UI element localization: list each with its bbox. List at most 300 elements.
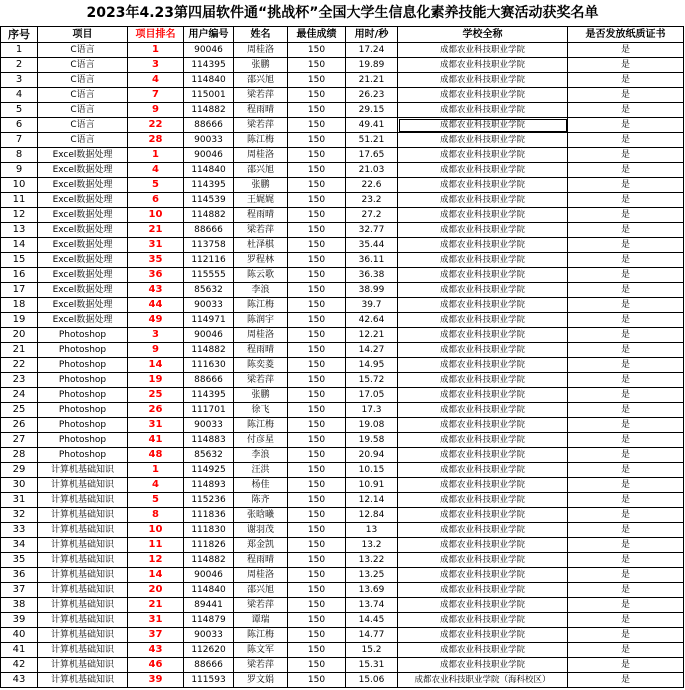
cell-rank[interactable]: 10 [128, 523, 184, 538]
cell-score[interactable]: 150 [288, 553, 346, 568]
cell-time[interactable]: 22.6 [346, 178, 398, 193]
cell-name[interactable]: 谭瑞 [234, 613, 288, 628]
cell-rank[interactable]: 5 [128, 178, 184, 193]
cell-name[interactable]: 陈江梅 [234, 418, 288, 433]
cell-certificate[interactable]: 是 [568, 418, 684, 433]
cell-seq[interactable]: 26 [1, 418, 38, 433]
cell-name[interactable]: 李浪 [234, 283, 288, 298]
cell-certificate[interactable]: 是 [568, 133, 684, 148]
cell-project[interactable]: Photoshop [38, 358, 128, 373]
cell-rank[interactable]: 3 [128, 328, 184, 343]
cell-time[interactable]: 35.44 [346, 238, 398, 253]
cell-time[interactable]: 17.05 [346, 388, 398, 403]
cell-school[interactable]: 成都农业科技职业学院 [398, 313, 568, 328]
cell-project[interactable]: Excel数据处理 [38, 193, 128, 208]
cell-seq[interactable]: 21 [1, 343, 38, 358]
cell-project[interactable]: Excel数据处理 [38, 223, 128, 238]
header-user-id[interactable]: 用户编号 [184, 27, 234, 43]
cell-certificate[interactable]: 是 [568, 613, 684, 628]
cell-project[interactable]: Excel数据处理 [38, 283, 128, 298]
cell-time[interactable]: 19.89 [346, 58, 398, 73]
cell-score[interactable]: 150 [288, 538, 346, 553]
cell-seq[interactable]: 4 [1, 88, 38, 103]
cell-school[interactable]: 成都农业科技职业学院 [398, 568, 568, 583]
cell-school[interactable]: 成都农业科技职业学院 [398, 193, 568, 208]
cell-project[interactable]: Photoshop [38, 343, 128, 358]
cell-rank[interactable]: 6 [128, 193, 184, 208]
cell-certificate[interactable]: 是 [568, 268, 684, 283]
cell-rank[interactable]: 7 [128, 88, 184, 103]
cell-user-id[interactable]: 115555 [184, 268, 234, 283]
cell-seq[interactable]: 19 [1, 313, 38, 328]
cell-time[interactable]: 12.84 [346, 508, 398, 523]
cell-rank[interactable]: 4 [128, 163, 184, 178]
cell-project[interactable]: 计算机基础知识 [38, 568, 128, 583]
cell-rank[interactable]: 22 [128, 118, 184, 133]
cell-time[interactable]: 17.24 [346, 43, 398, 58]
cell-seq[interactable]: 35 [1, 553, 38, 568]
cell-rank[interactable]: 9 [128, 103, 184, 118]
cell-certificate[interactable]: 是 [568, 493, 684, 508]
cell-certificate[interactable]: 是 [568, 403, 684, 418]
cell-name[interactable]: 梁若萍 [234, 223, 288, 238]
cell-name[interactable]: 付彦星 [234, 433, 288, 448]
cell-user-id[interactable]: 85632 [184, 448, 234, 463]
header-seq[interactable]: 序号 [1, 27, 38, 43]
cell-project[interactable]: 计算机基础知识 [38, 538, 128, 553]
cell-name[interactable]: 程雨晴 [234, 208, 288, 223]
cell-name[interactable]: 汪洪 [234, 463, 288, 478]
cell-project[interactable]: Excel数据处理 [38, 178, 128, 193]
cell-project[interactable]: Photoshop [38, 373, 128, 388]
cell-certificate[interactable]: 是 [568, 328, 684, 343]
cell-project[interactable]: C语言 [38, 88, 128, 103]
cell-user-id[interactable]: 90033 [184, 133, 234, 148]
cell-name[interactable]: 郑金凯 [234, 538, 288, 553]
cell-rank[interactable]: 8 [128, 508, 184, 523]
cell-time[interactable]: 13.69 [346, 583, 398, 598]
cell-name[interactable]: 程雨晴 [234, 103, 288, 118]
cell-project[interactable]: Excel数据处理 [38, 313, 128, 328]
cell-time[interactable]: 49.41 [346, 118, 398, 133]
cell-name[interactable]: 张晗曦 [234, 508, 288, 523]
cell-name[interactable]: 程雨晴 [234, 553, 288, 568]
cell-score[interactable]: 150 [288, 448, 346, 463]
cell-name[interactable]: 梁若萍 [234, 373, 288, 388]
cell-time[interactable]: 20.94 [346, 448, 398, 463]
cell-rank[interactable]: 14 [128, 358, 184, 373]
cell-school[interactable]: 成都农业科技职业学院 [398, 223, 568, 238]
cell-time[interactable]: 13.2 [346, 538, 398, 553]
cell-user-id[interactable]: 114882 [184, 343, 234, 358]
cell-time[interactable]: 38.99 [346, 283, 398, 298]
cell-score[interactable]: 150 [288, 568, 346, 583]
cell-school[interactable]: 成都农业科技职业学院 [398, 643, 568, 658]
cell-score[interactable]: 150 [288, 163, 346, 178]
cell-time[interactable]: 13.22 [346, 553, 398, 568]
cell-seq[interactable]: 41 [1, 643, 38, 658]
cell-seq[interactable]: 6 [1, 118, 38, 133]
cell-seq[interactable]: 18 [1, 298, 38, 313]
cell-user-id[interactable]: 111701 [184, 403, 234, 418]
cell-score[interactable]: 150 [288, 118, 346, 133]
cell-time[interactable]: 36.38 [346, 268, 398, 283]
cell-seq[interactable]: 33 [1, 523, 38, 538]
cell-name[interactable]: 陈云歌 [234, 268, 288, 283]
cell-user-id[interactable]: 112620 [184, 643, 234, 658]
cell-certificate[interactable]: 是 [568, 478, 684, 493]
cell-rank[interactable]: 21 [128, 223, 184, 238]
cell-school[interactable]: 成都农业科技职业学院 [398, 298, 568, 313]
cell-time[interactable]: 19.08 [346, 418, 398, 433]
cell-certificate[interactable]: 是 [568, 433, 684, 448]
cell-time[interactable]: 23.2 [346, 193, 398, 208]
cell-rank[interactable]: 39 [128, 673, 184, 688]
cell-project[interactable]: Excel数据处理 [38, 298, 128, 313]
cell-name[interactable]: 陈文军 [234, 643, 288, 658]
cell-rank[interactable]: 5 [128, 493, 184, 508]
cell-rank[interactable]: 31 [128, 613, 184, 628]
cell-seq[interactable]: 2 [1, 58, 38, 73]
cell-rank[interactable]: 36 [128, 268, 184, 283]
cell-school[interactable]: 成都农业科技职业学院 [398, 163, 568, 178]
cell-certificate[interactable]: 是 [568, 103, 684, 118]
cell-user-id[interactable]: 85632 [184, 283, 234, 298]
header-project[interactable]: 项目 [38, 27, 128, 43]
cell-seq[interactable]: 36 [1, 568, 38, 583]
cell-seq[interactable]: 15 [1, 253, 38, 268]
cell-score[interactable]: 150 [288, 103, 346, 118]
cell-project[interactable]: 计算机基础知识 [38, 463, 128, 478]
cell-rank[interactable]: 48 [128, 448, 184, 463]
cell-name[interactable]: 陈润宇 [234, 313, 288, 328]
cell-seq[interactable]: 8 [1, 148, 38, 163]
cell-school[interactable]: 成都农业科技职业学院 [398, 628, 568, 643]
cell-name[interactable]: 陈齐 [234, 493, 288, 508]
cell-time[interactable]: 14.27 [346, 343, 398, 358]
cell-time[interactable]: 32.77 [346, 223, 398, 238]
cell-score[interactable]: 150 [288, 598, 346, 613]
cell-rank[interactable]: 49 [128, 313, 184, 328]
cell-school[interactable]: 成都农业科技职业学院 [398, 388, 568, 403]
cell-school[interactable]: 成都农业科技职业学院 [398, 178, 568, 193]
cell-user-id[interactable]: 90033 [184, 628, 234, 643]
cell-user-id[interactable]: 114539 [184, 193, 234, 208]
cell-school[interactable]: 成都农业科技职业学院 [398, 73, 568, 88]
cell-project[interactable]: Excel数据处理 [38, 148, 128, 163]
cell-time[interactable]: 17.3 [346, 403, 398, 418]
cell-seq[interactable]: 17 [1, 283, 38, 298]
cell-school[interactable]: 成都农业科技职业学院 [398, 613, 568, 628]
cell-user-id[interactable]: 89441 [184, 598, 234, 613]
cell-name[interactable]: 邵兴旭 [234, 583, 288, 598]
cell-school[interactable]: 成都农业科技职业学院 [398, 598, 568, 613]
cell-school[interactable]: 成都农业科技职业学院 [398, 658, 568, 673]
header-score[interactable]: 最佳成绩 [288, 27, 346, 43]
cell-name[interactable]: 程雨晴 [234, 343, 288, 358]
cell-user-id[interactable]: 111630 [184, 358, 234, 373]
cell-name[interactable]: 张鹏 [234, 388, 288, 403]
cell-school[interactable]: 成都农业科技职业学院 [398, 238, 568, 253]
cell-user-id[interactable]: 114840 [184, 163, 234, 178]
cell-time[interactable]: 14.77 [346, 628, 398, 643]
cell-user-id[interactable]: 88666 [184, 223, 234, 238]
cell-rank[interactable]: 19 [128, 373, 184, 388]
cell-user-id[interactable]: 115001 [184, 88, 234, 103]
cell-certificate[interactable]: 是 [568, 553, 684, 568]
cell-seq[interactable]: 5 [1, 103, 38, 118]
cell-user-id[interactable]: 114882 [184, 208, 234, 223]
cell-score[interactable]: 150 [288, 673, 346, 688]
cell-school[interactable]: 成都农业科技职业学院 [398, 463, 568, 478]
cell-project[interactable]: C语言 [38, 73, 128, 88]
cell-score[interactable]: 150 [288, 223, 346, 238]
cell-name[interactable]: 陈江梅 [234, 298, 288, 313]
cell-rank[interactable]: 43 [128, 283, 184, 298]
cell-rank[interactable]: 10 [128, 208, 184, 223]
cell-certificate[interactable]: 是 [568, 358, 684, 373]
cell-time[interactable]: 15.72 [346, 373, 398, 388]
cell-seq[interactable]: 32 [1, 508, 38, 523]
cell-score[interactable]: 150 [288, 628, 346, 643]
cell-time[interactable]: 26.23 [346, 88, 398, 103]
cell-project[interactable]: C语言 [38, 58, 128, 73]
cell-rank[interactable]: 9 [128, 343, 184, 358]
cell-time[interactable]: 13 [346, 523, 398, 538]
cell-project[interactable]: 计算机基础知识 [38, 508, 128, 523]
cell-name[interactable]: 梁若萍 [234, 658, 288, 673]
cell-time[interactable]: 14.45 [346, 613, 398, 628]
cell-project[interactable]: Photoshop [38, 403, 128, 418]
cell-certificate[interactable]: 是 [568, 118, 684, 133]
cell-score[interactable]: 150 [288, 658, 346, 673]
cell-rank[interactable]: 31 [128, 238, 184, 253]
cell-user-id[interactable]: 114840 [184, 73, 234, 88]
cell-school[interactable]: 成都农业科技职业学院 [398, 58, 568, 73]
cell-user-id[interactable]: 114971 [184, 313, 234, 328]
cell-school[interactable]: 成都农业科技职业学院 [398, 43, 568, 58]
cell-certificate[interactable]: 是 [568, 643, 684, 658]
cell-score[interactable]: 150 [288, 253, 346, 268]
cell-score[interactable]: 150 [288, 508, 346, 523]
cell-name[interactable]: 张鹏 [234, 58, 288, 73]
cell-project[interactable]: Excel数据处理 [38, 208, 128, 223]
cell-score[interactable]: 150 [288, 268, 346, 283]
cell-project[interactable]: 计算机基础知识 [38, 658, 128, 673]
cell-seq[interactable]: 14 [1, 238, 38, 253]
cell-score[interactable]: 150 [288, 313, 346, 328]
cell-time[interactable]: 42.64 [346, 313, 398, 328]
cell-project[interactable]: Excel数据处理 [38, 238, 128, 253]
cell-seq[interactable]: 7 [1, 133, 38, 148]
cell-school[interactable]: 成都农业科技职业学院 [398, 433, 568, 448]
header-name[interactable]: 姓名 [234, 27, 288, 43]
cell-user-id[interactable]: 114395 [184, 178, 234, 193]
cell-certificate[interactable]: 是 [568, 163, 684, 178]
cell-school[interactable]: 成都农业科技职业学院 [398, 448, 568, 463]
cell-certificate[interactable]: 是 [568, 208, 684, 223]
cell-project[interactable]: 计算机基础知识 [38, 673, 128, 688]
cell-time[interactable]: 36.11 [346, 253, 398, 268]
cell-certificate[interactable]: 是 [568, 193, 684, 208]
cell-seq[interactable]: 30 [1, 478, 38, 493]
cell-school[interactable]: 成都农业科技职业学院 [398, 148, 568, 163]
cell-certificate[interactable]: 是 [568, 238, 684, 253]
cell-rank[interactable]: 41 [128, 433, 184, 448]
cell-certificate[interactable]: 是 [568, 583, 684, 598]
cell-name[interactable]: 周桂洛 [234, 328, 288, 343]
cell-certificate[interactable]: 是 [568, 673, 684, 688]
cell-time[interactable]: 13.74 [346, 598, 398, 613]
cell-rank[interactable]: 1 [128, 463, 184, 478]
cell-seq[interactable]: 24 [1, 388, 38, 403]
cell-user-id[interactable]: 111830 [184, 523, 234, 538]
cell-certificate[interactable]: 是 [568, 298, 684, 313]
cell-seq[interactable]: 22 [1, 358, 38, 373]
cell-name[interactable]: 谢羽茂 [234, 523, 288, 538]
cell-time[interactable]: 17.65 [346, 148, 398, 163]
cell-certificate[interactable]: 是 [568, 598, 684, 613]
cell-user-id[interactable]: 90033 [184, 298, 234, 313]
header-time[interactable]: 用时/秒 [346, 27, 398, 43]
cell-certificate[interactable]: 是 [568, 628, 684, 643]
cell-project[interactable]: 计算机基础知识 [38, 583, 128, 598]
cell-certificate[interactable]: 是 [568, 178, 684, 193]
cell-time[interactable]: 21.21 [346, 73, 398, 88]
cell-project[interactable]: Excel数据处理 [38, 268, 128, 283]
cell-time[interactable]: 51.21 [346, 133, 398, 148]
cell-seq[interactable]: 1 [1, 43, 38, 58]
cell-school[interactable]: 成都农业科技职业学院 [398, 478, 568, 493]
cell-project[interactable]: C语言 [38, 43, 128, 58]
cell-time[interactable]: 12.21 [346, 328, 398, 343]
cell-name[interactable]: 张鹏 [234, 178, 288, 193]
cell-name[interactable]: 陈江梅 [234, 133, 288, 148]
cell-project[interactable]: 计算机基础知识 [38, 478, 128, 493]
cell-rank[interactable]: 20 [128, 583, 184, 598]
cell-certificate[interactable]: 是 [568, 148, 684, 163]
cell-rank[interactable]: 1 [128, 148, 184, 163]
cell-name[interactable]: 徐飞 [234, 403, 288, 418]
cell-project[interactable]: 计算机基础知识 [38, 613, 128, 628]
cell-name[interactable]: 罗程林 [234, 253, 288, 268]
cell-seq[interactable]: 40 [1, 628, 38, 643]
cell-seq[interactable]: 20 [1, 328, 38, 343]
cell-rank[interactable]: 14 [128, 568, 184, 583]
cell-school[interactable]: 成都农业科技职业学院（海科校区） [398, 673, 568, 688]
cell-name[interactable]: 梁若萍 [234, 88, 288, 103]
cell-user-id[interactable]: 90046 [184, 568, 234, 583]
cell-rank[interactable]: 1 [128, 43, 184, 58]
cell-school[interactable]: 成都农业科技职业学院 [398, 343, 568, 358]
cell-school[interactable]: 成都农业科技职业学院 [398, 118, 568, 133]
cell-rank[interactable]: 44 [128, 298, 184, 313]
cell-user-id[interactable]: 88666 [184, 118, 234, 133]
cell-school[interactable]: 成都农业科技职业学院 [398, 253, 568, 268]
cell-rank[interactable]: 4 [128, 478, 184, 493]
cell-name[interactable]: 周桂洛 [234, 43, 288, 58]
cell-school[interactable]: 成都农业科技职业学院 [398, 88, 568, 103]
cell-score[interactable]: 150 [288, 403, 346, 418]
cell-seq[interactable]: 39 [1, 613, 38, 628]
cell-user-id[interactable]: 88666 [184, 373, 234, 388]
cell-school[interactable]: 成都农业科技职业学院 [398, 403, 568, 418]
cell-school[interactable]: 成都农业科技职业学院 [398, 283, 568, 298]
cell-rank[interactable]: 28 [128, 133, 184, 148]
cell-seq[interactable]: 28 [1, 448, 38, 463]
cell-school[interactable]: 成都农业科技职业学院 [398, 268, 568, 283]
cell-school[interactable]: 成都农业科技职业学院 [398, 373, 568, 388]
cell-certificate[interactable]: 是 [568, 253, 684, 268]
cell-seq[interactable]: 38 [1, 598, 38, 613]
cell-score[interactable]: 150 [288, 583, 346, 598]
cell-time[interactable]: 15.2 [346, 643, 398, 658]
cell-name[interactable]: 梁若萍 [234, 118, 288, 133]
header-rank[interactable]: 项目排名 [128, 27, 184, 43]
cell-project[interactable]: 计算机基础知识 [38, 598, 128, 613]
cell-school[interactable]: 成都农业科技职业学院 [398, 328, 568, 343]
cell-score[interactable]: 150 [288, 343, 346, 358]
cell-school[interactable]: 成都农业科技职业学院 [398, 358, 568, 373]
cell-score[interactable]: 150 [288, 433, 346, 448]
cell-project[interactable]: 计算机基础知识 [38, 643, 128, 658]
cell-project[interactable]: Photoshop [38, 328, 128, 343]
cell-user-id[interactable]: 114840 [184, 583, 234, 598]
cell-name[interactable]: 杨佳 [234, 478, 288, 493]
cell-score[interactable]: 150 [288, 373, 346, 388]
cell-name[interactable]: 梁若萍 [234, 598, 288, 613]
cell-score[interactable]: 150 [288, 208, 346, 223]
cell-seq[interactable]: 25 [1, 403, 38, 418]
cell-name[interactable]: 周桂洛 [234, 148, 288, 163]
cell-name[interactable]: 李浪 [234, 448, 288, 463]
cell-rank[interactable]: 11 [128, 538, 184, 553]
cell-time[interactable]: 15.31 [346, 658, 398, 673]
cell-project[interactable]: 计算机基础知识 [38, 493, 128, 508]
cell-user-id[interactable]: 114395 [184, 58, 234, 73]
cell-seq[interactable]: 34 [1, 538, 38, 553]
cell-score[interactable]: 150 [288, 73, 346, 88]
cell-school[interactable]: 成都农业科技职业学院 [398, 583, 568, 598]
cell-project[interactable]: 计算机基础知识 [38, 553, 128, 568]
cell-score[interactable]: 150 [288, 493, 346, 508]
cell-user-id[interactable]: 114879 [184, 613, 234, 628]
cell-seq[interactable]: 27 [1, 433, 38, 448]
cell-score[interactable]: 150 [288, 328, 346, 343]
cell-score[interactable]: 150 [288, 613, 346, 628]
cell-user-id[interactable]: 115236 [184, 493, 234, 508]
cell-user-id[interactable]: 114893 [184, 478, 234, 493]
cell-seq[interactable]: 3 [1, 73, 38, 88]
cell-time[interactable]: 10.15 [346, 463, 398, 478]
cell-seq[interactable]: 29 [1, 463, 38, 478]
cell-score[interactable]: 150 [288, 193, 346, 208]
cell-rank[interactable]: 3 [128, 58, 184, 73]
cell-seq[interactable]: 23 [1, 373, 38, 388]
cell-school[interactable]: 成都农业科技职业学院 [398, 538, 568, 553]
cell-user-id[interactable]: 114925 [184, 463, 234, 478]
cell-school[interactable]: 成都农业科技职业学院 [398, 508, 568, 523]
cell-seq[interactable]: 31 [1, 493, 38, 508]
cell-user-id[interactable]: 111836 [184, 508, 234, 523]
cell-time[interactable]: 12.14 [346, 493, 398, 508]
cell-project[interactable]: C语言 [38, 118, 128, 133]
cell-certificate[interactable]: 是 [568, 388, 684, 403]
cell-name[interactable]: 陈江梅 [234, 628, 288, 643]
cell-project[interactable]: Photoshop [38, 448, 128, 463]
cell-user-id[interactable]: 113758 [184, 238, 234, 253]
cell-score[interactable]: 150 [288, 388, 346, 403]
